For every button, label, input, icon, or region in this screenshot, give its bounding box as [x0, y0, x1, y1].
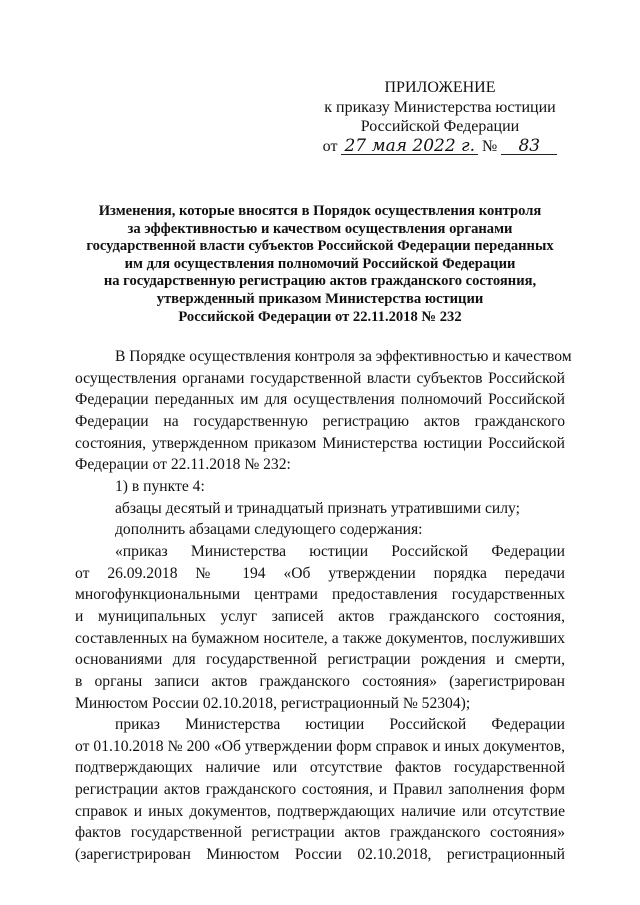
paragraph-line: многофункциональными центрами предоставления государственных — [75, 586, 565, 604]
paragraph-line: осуществления органами государственной власти субъектов Российской — [75, 369, 565, 387]
paragraph-line: основаниями для государственной регистрации рождения и смерти, — [75, 651, 565, 669]
number-prefix: № — [482, 137, 498, 155]
paragraph-line: от 01.10.2018 № 200 «Об утверждении форм справок и иных документов, — [75, 737, 565, 755]
paragraph-line: и муниципальных услуг записей актов гражданского состояния, — [75, 607, 565, 625]
paragraph — [75, 541, 565, 714]
paragraph-line: абзацы десятый и тринадцатый признать утратившими силу; — [115, 499, 520, 517]
heading-line: за эффективностью и качеством осуществления органами — [127, 220, 513, 237]
paragraph-line: 1) в пункте 4: — [115, 477, 205, 495]
appendix-ministry-line: Российской Федерации — [360, 118, 520, 135]
paragraph-line: приказ Министерства юстиции Российской Федерации — [115, 716, 565, 734]
appendix-date-line — [300, 137, 580, 157]
paragraph-line: фактов государственной регистрации актов гражданского состояния» — [75, 824, 565, 842]
handwritten-date: 27 мая 2022 г. — [341, 138, 478, 155]
handwritten-number: 83 — [501, 138, 557, 155]
appendix-title: ПРИЛОЖЕНИЕ — [384, 79, 496, 96]
paragraph-line: от 26.09.2018 № 194 «Об утверждении порядка передачи — [75, 564, 565, 582]
heading-line: Российской Федерации от 22.11.2018 № 232 — [178, 308, 462, 325]
heading-line: им для осуществления полномочий Российской Федерации — [124, 255, 516, 272]
heading-line: на государственную регистрацию актов гражданского состояния, — [103, 273, 537, 290]
date-prefix: от — [322, 137, 338, 155]
appendix-block — [300, 78, 580, 156]
appendix-order-line: к приказу Министерства юстиции — [324, 98, 556, 116]
paragraph — [75, 476, 565, 498]
heading-line: Изменения, которые вносятся в Порядок осуществления контроля — [98, 203, 542, 219]
paragraph-line: «приказ Министерства юстиции Российской Федерации — [115, 542, 565, 560]
paragraph-line: Федерации на государственную регистрацию актов гражданского — [75, 412, 565, 430]
document-body — [75, 346, 572, 866]
paragraph-line: подтверждающих наличие или отсутствие фактов государственной — [75, 759, 565, 777]
heading-line: утвержденный приказом Министерства юстиции — [156, 290, 484, 307]
paragraph-line: Федерации переданных им для осуществления полномочий Российской — [75, 391, 565, 409]
paragraph-line: Минюстом России 02.10.2018, регистрационный № 52304); — [75, 694, 471, 712]
paragraph-line: состояния, утвержденном приказом Министерства юстиции Российской — [75, 434, 565, 452]
paragraph-line: в органы записи актов гражданского состояния» (зарегистрирован — [75, 672, 565, 690]
heading-line: государственной власти субъектов Российской Федерации переданных — [86, 238, 554, 255]
document-heading — [70, 203, 570, 326]
paragraph-line: В Порядке осуществления контроля за эффективностью и качеством — [115, 348, 572, 365]
paragraph-line: справок и иных документов, подтверждающих наличие или отсутствие — [75, 802, 565, 820]
paragraph — [75, 519, 565, 541]
paragraph-line: регистрации актов гражданского состояния, и Правил заполнения форм — [75, 781, 565, 799]
paragraph-line: Федерации от 22.11.2018 № 232: — [75, 456, 291, 474]
paragraph-line: дополнить абзацами следующего содержания: — [115, 521, 423, 539]
paragraph-line: составленных на бумажном носителе, а также документов, послуживших — [75, 629, 565, 647]
paragraph — [75, 714, 565, 866]
paragraph — [75, 498, 565, 520]
paragraph — [75, 346, 572, 476]
paragraph-line: (зарегистрирован Минюстом России 02.10.2018, регистрационный — [75, 846, 565, 864]
